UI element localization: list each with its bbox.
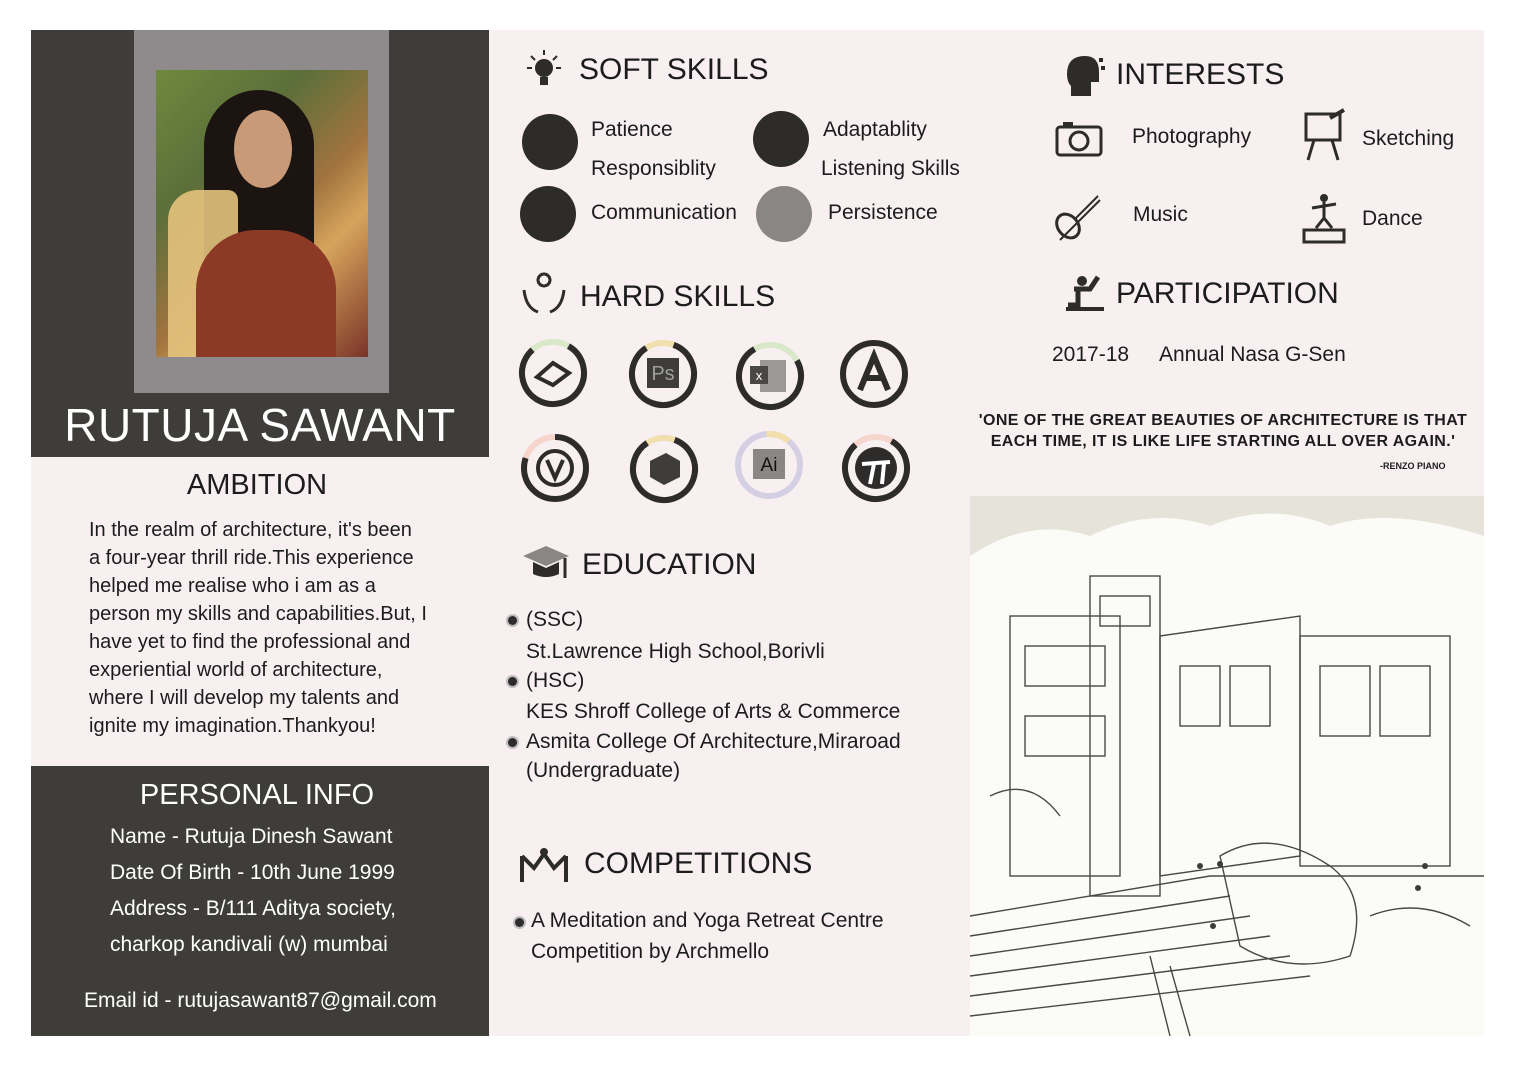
- interest-photography: Photography: [1132, 125, 1252, 148]
- competition-bullet: [515, 918, 524, 927]
- excel-label: x: [755, 368, 763, 383]
- interests-heading: INTERESTS: [1116, 58, 1285, 91]
- education-2-school: KES Shroff College of Arts & Commerce: [526, 700, 901, 723]
- quote-author: -RENZO PIANO: [1380, 461, 1446, 471]
- education-2-level: (HSC): [526, 669, 585, 692]
- photoshop-skill-icon: [627, 338, 699, 410]
- photoshop-label: Ps: [651, 363, 675, 385]
- quote: 'ONE OF THE GREAT BEAUTIES OF ARCHITECTURE IS THAT EACH TIME, IT IS LIKE LIFE STARTING ALL OVER AGAIN.': [978, 412, 1468, 450]
- soft-skill-listening: Listening Skills: [821, 157, 960, 180]
- illustrator-skill-icon: [733, 429, 805, 501]
- soft-skill-persistence: Persistence: [828, 201, 938, 224]
- soft-skills-heading: SOFT SKILLS: [579, 53, 769, 86]
- education-1-level: (SSC): [526, 608, 584, 631]
- info-address-1: Address - B/111 Aditya society,: [110, 897, 396, 920]
- excel-skill-icon: [734, 340, 806, 412]
- persistence-icon: [756, 186, 812, 242]
- competition-line-1: A Meditation and Yoga Retreat Centre: [531, 909, 884, 932]
- raised-hand-icon: [1064, 273, 1106, 313]
- easel-icon: [1300, 108, 1348, 162]
- profile-photo: [156, 70, 368, 357]
- soft-skill-patience: Patience: [591, 118, 673, 141]
- illustrator-label: Ai: [760, 455, 778, 476]
- software-skill-icon: [517, 337, 589, 409]
- candidate-name: RUTUJA SAWANT: [64, 399, 456, 451]
- revit-skill-icon: [840, 432, 912, 504]
- interest-dance: Dance: [1362, 207, 1423, 230]
- education-heading: EDUCATION: [582, 548, 757, 581]
- sketchup-skill-icon: [628, 433, 700, 505]
- soft-skill-communication: Communication: [591, 201, 737, 224]
- info-email: Email id - rutujasawant87@gmail.com: [84, 989, 437, 1012]
- soft-skill-adaptability: Adaptablity: [823, 118, 927, 141]
- hard-skills-heading: HARD SKILLS: [580, 280, 776, 313]
- education-3-college: Asmita College Of Architecture,Miraroad: [526, 730, 901, 753]
- architecture-sketch: [970, 496, 1484, 1036]
- education-bullet: [508, 616, 517, 625]
- head-brain-icon: [1061, 52, 1107, 100]
- info-name: Name - Rutuja Dinesh Sawant: [110, 825, 393, 848]
- gear-hands-icon: [520, 268, 568, 316]
- communication-icon: [520, 186, 576, 242]
- interest-music: Music: [1133, 203, 1188, 226]
- teamwork-icon: [522, 114, 578, 170]
- vray-skill-icon: [519, 432, 591, 504]
- camera-icon: [1053, 117, 1109, 161]
- soft-skill-responsibility: Responsiblity: [591, 157, 716, 180]
- ambition-text: In the realm of architecture, it's been a four-year thrill ride.This experience helped me realise who i am as a person my skills and capabilities.But, I have yet to find the professional and experiential world of architecture, where I will develop my talents and ignite my imagination.Thankyou!: [89, 519, 427, 737]
- adaptability-icon: [753, 111, 809, 167]
- autocad-skill-icon: [838, 338, 910, 410]
- education-bullet: [508, 677, 517, 686]
- dance-icon: [1300, 190, 1348, 246]
- participation-year: 2017-18: [1052, 343, 1130, 366]
- info-address-2: charkop kandivali (w) mumbai: [110, 933, 388, 956]
- participation-event: Annual Nasa G-Sen: [1159, 343, 1346, 366]
- graduation-cap-icon: [521, 544, 571, 588]
- personal-info-heading: PERSONAL INFO: [139, 779, 375, 811]
- ambition-heading: AMBITION: [186, 469, 328, 501]
- info-dob: Date Of Birth - 10th June 1999: [110, 861, 395, 884]
- participation-heading: PARTICIPATION: [1116, 277, 1339, 310]
- violin-icon: [1050, 192, 1104, 244]
- education-bullet: [508, 738, 517, 747]
- education-1-school: St.Lawrence High School,Borivli: [526, 640, 825, 663]
- interest-sketching: Sketching: [1362, 127, 1455, 150]
- competition-line-2: Competition by Archmello: [531, 940, 770, 963]
- competition-icon: [520, 846, 568, 884]
- education-3-level: (Undergraduate): [526, 759, 681, 782]
- competitions-heading: COMPETITIONS: [584, 847, 813, 880]
- lightbulb-icon: [519, 46, 569, 96]
